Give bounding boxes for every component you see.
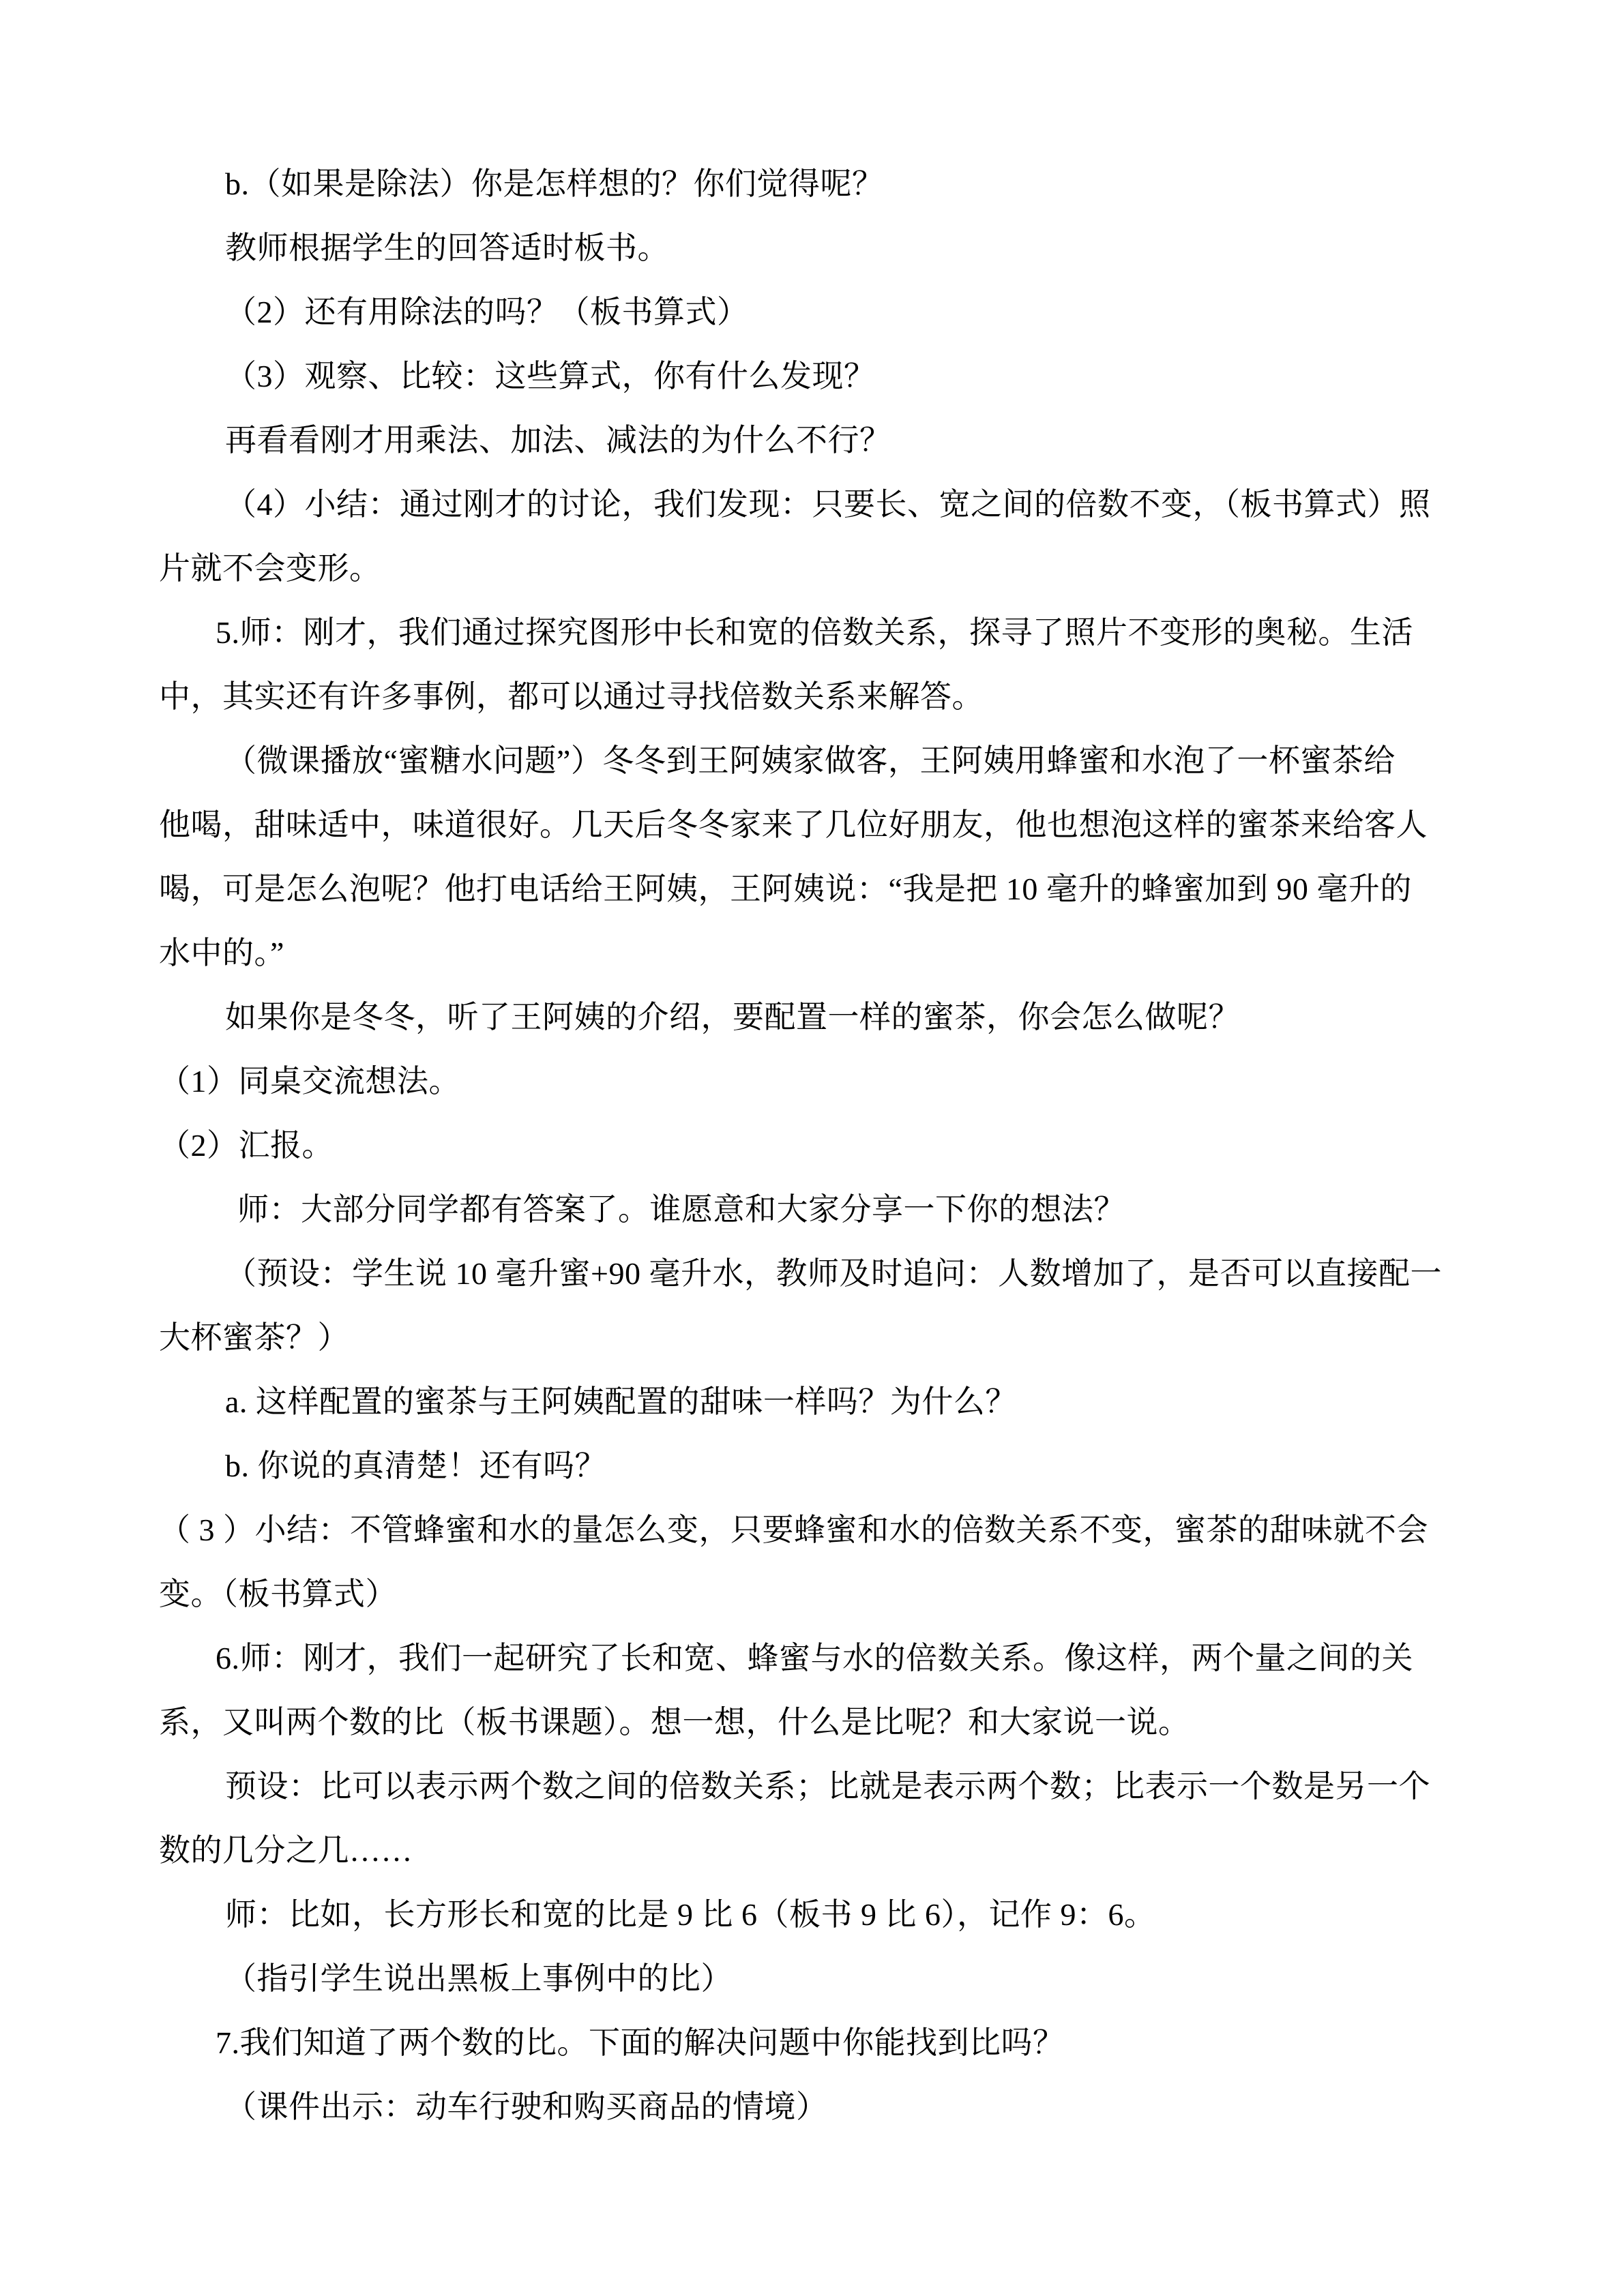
text-line: 数的几分之几…… — [159, 1833, 413, 1868]
text-line: b.（如果是除法）你是怎样想的？你们觉得呢？ — [225, 166, 884, 201]
text-line: （2）汇报。 — [159, 1128, 334, 1163]
text-line: 再看看刚才用乘法、加法、减法的为什么不行？ — [225, 423, 891, 458]
document-text — [159, 152, 1472, 2139]
text-line: （2）还有用除法的吗？（板书算式） — [225, 295, 749, 329]
text-line: 水中的。” — [159, 936, 284, 970]
text-line: 他喝，甜味适中，味道很好。几天后冬冬家来了几位好朋友，他也想泡这样的蜜茶来给客人 — [159, 807, 1428, 842]
text-line: 教师根据学生的回答适时板书。 — [225, 230, 669, 265]
text-line: b. 你说的真清楚！还有吗？ — [225, 1448, 606, 1483]
text-line: 中，其实还有许多事例，都可以通过寻找倍数关系来解答。 — [159, 679, 984, 714]
text-line: 系，又叫两个数的比（板书课题）。想一想，什么是比呢？和大家说一说。 — [159, 1705, 1190, 1740]
text-line: 预设：比可以表示两个数之间的倍数关系；比就是表示两个数；比表示一个数是另一个 — [225, 1769, 1430, 1804]
text-line: 如果你是冬冬，听了王阿姨的介绍，要配置一样的蜜茶，你会怎么做呢？ — [225, 1000, 1240, 1034]
text-line: （1）同桌交流想法。 — [159, 1064, 460, 1099]
text-line: （课件出示：动车行驶和购买商品的情境） — [225, 2089, 828, 2124]
text-line: 5.师：刚才，我们通过探究图形中长和宽的倍数关系，探寻了照片不变形的奥秘。生活 — [216, 615, 1413, 650]
text-line: （微课播放“蜜糖水问题”）冬冬到王阿姨家做客，王阿姨用蜂蜜和水泡了一杯蜜茶给 — [225, 743, 1396, 778]
text-line: （3）观察、比较：这些算式，你有什么发现？ — [225, 359, 876, 393]
text-line: （指引学生说出黑板上事例中的比） — [225, 1961, 733, 1996]
text-line: 喝，可是怎么泡呢？他打电话给王阿姨，王阿姨说：“我是把 10 毫升的蜂蜜加到 90 毫升的 — [159, 871, 1412, 906]
text-line: 6.师：刚才，我们一起研究了长和宽、蜂蜜与水的倍数关系。像这样，两个量之间的关 — [216, 1641, 1413, 1675]
text-line: 片就不会变形。 — [159, 551, 381, 586]
text-line: 7.我们知道了两个数的比。下面的解决问题中你能找到比吗？ — [216, 2025, 1065, 2060]
text-line: （4）小结：通过刚才的讨论，我们发现：只要长、宽之间的倍数不变，（板书算式）照 — [225, 487, 1431, 522]
text-line: 师：大部分同学都有答案了。谁愿意和大家分享一下你的想法？ — [237, 1192, 1125, 1227]
text-line: a. 这样配置的蜜茶与王阿姨配置的甜味一样吗？为什么？ — [225, 1384, 1017, 1419]
text-line: 师：比如，长方形长和宽的比是 9 比 6（板书 9 比 6），记作 9：6。 — [225, 1897, 1156, 1932]
text-line: （预设：学生说 10 毫升蜜+90 毫升水，教师及时追问：人数增加了，是否可以直接配一 — [225, 1256, 1442, 1291]
text-line: 变。（板书算式） — [159, 1577, 397, 1611]
text-line: 大杯蜜茶？） — [159, 1320, 349, 1355]
text-line: （ 3 ）小结：不管蜂蜜和水的量怎么变，只要蜂蜜和水的倍数关系不变，蜜茶的甜味就不会 — [159, 1512, 1428, 1547]
